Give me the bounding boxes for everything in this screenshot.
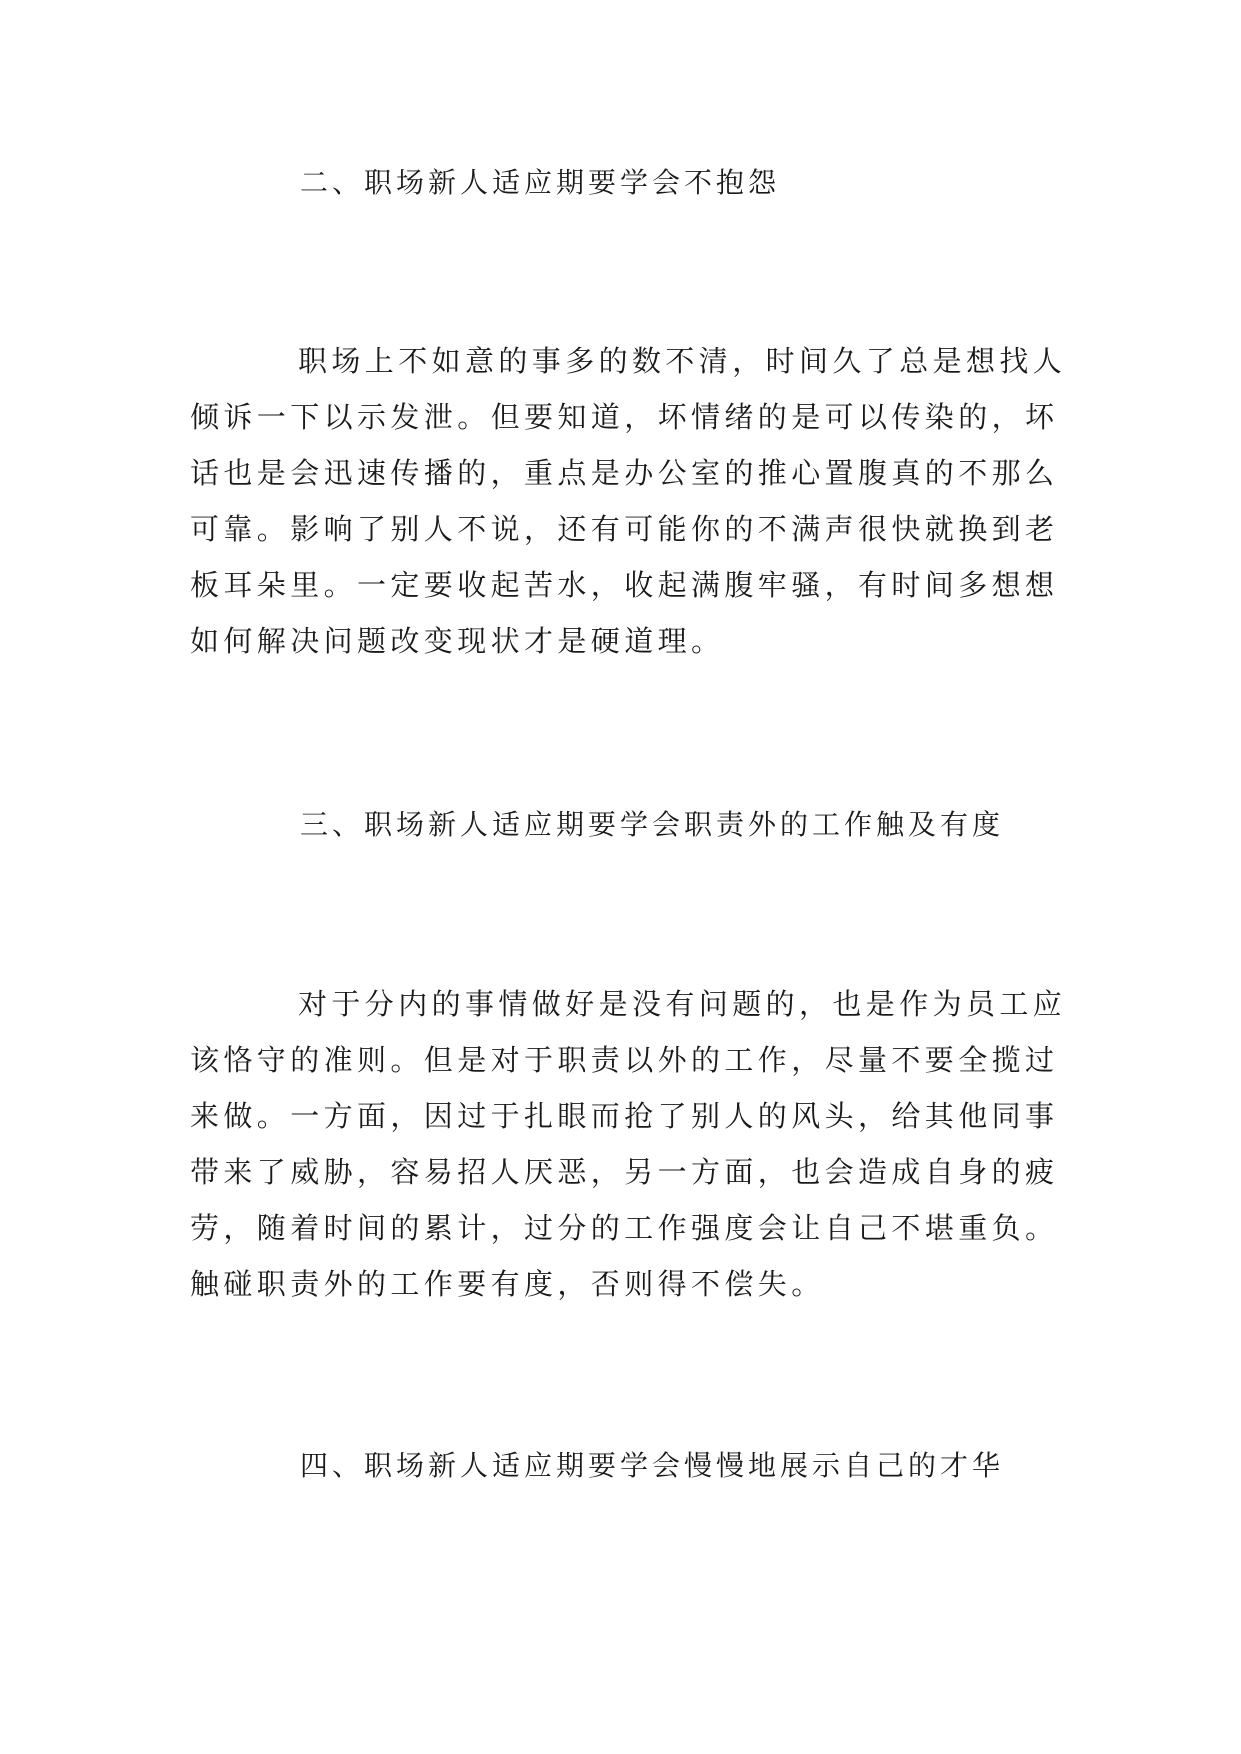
paragraph-line: 话也是会迅速传播的，重点是办公室的推心置腹真的不那么 bbox=[190, 456, 1059, 490]
paragraph-line: 带来了威胁，容易招人厌恶，另一方面，也会造成自身的疲 bbox=[190, 1155, 1059, 1189]
paragraph-no-complaining bbox=[190, 333, 1067, 669]
paragraph-line: 如何解决问题改变现状才是硬道理。 bbox=[190, 624, 725, 658]
section-heading-3: 三、职场新人适应期要学会职责外的工作触及有度 bbox=[300, 808, 1005, 841]
section-heading-2: 二、职场新人适应期要学会不抱怨 bbox=[300, 166, 781, 199]
paragraph-line: 对于分内的事情做好是没有问题的，也是作为员工应 bbox=[298, 987, 1067, 1021]
paragraph-line: 来做。一方面，因过于扎眼而抢了别人的风头，给其他同事 bbox=[190, 1099, 1059, 1133]
paragraph-line: 板耳朵里。一定要收起苦水，收起满腹牢骚，有时间多想想 bbox=[190, 568, 1059, 602]
paragraph-line: 该恪守的准则。但是对于职责以外的工作，尽量不要全揽过 bbox=[190, 1043, 1059, 1077]
paragraph-line: 触碰职责外的工作要有度，否则得不偿失。 bbox=[190, 1267, 825, 1301]
paragraph-line: 职场上不如意的事多的数不清，时间久了总是想找人 bbox=[298, 344, 1067, 378]
paragraph-line: 倾诉一下以示发泄。但要知道，坏情绪的是可以传染的，坏 bbox=[190, 400, 1059, 434]
paragraph-line: 可靠。影响了别人不说，还有可能你的不满声很快就换到老 bbox=[190, 512, 1059, 546]
paragraph-duties-boundary bbox=[190, 976, 1067, 1312]
section-heading-4: 四、职场新人适应期要学会慢慢地展示自己的才华 bbox=[300, 1449, 1005, 1482]
paragraph-line: 劳，随着时间的累计，过分的工作强度会让自己不堪重负。 bbox=[190, 1211, 1059, 1245]
